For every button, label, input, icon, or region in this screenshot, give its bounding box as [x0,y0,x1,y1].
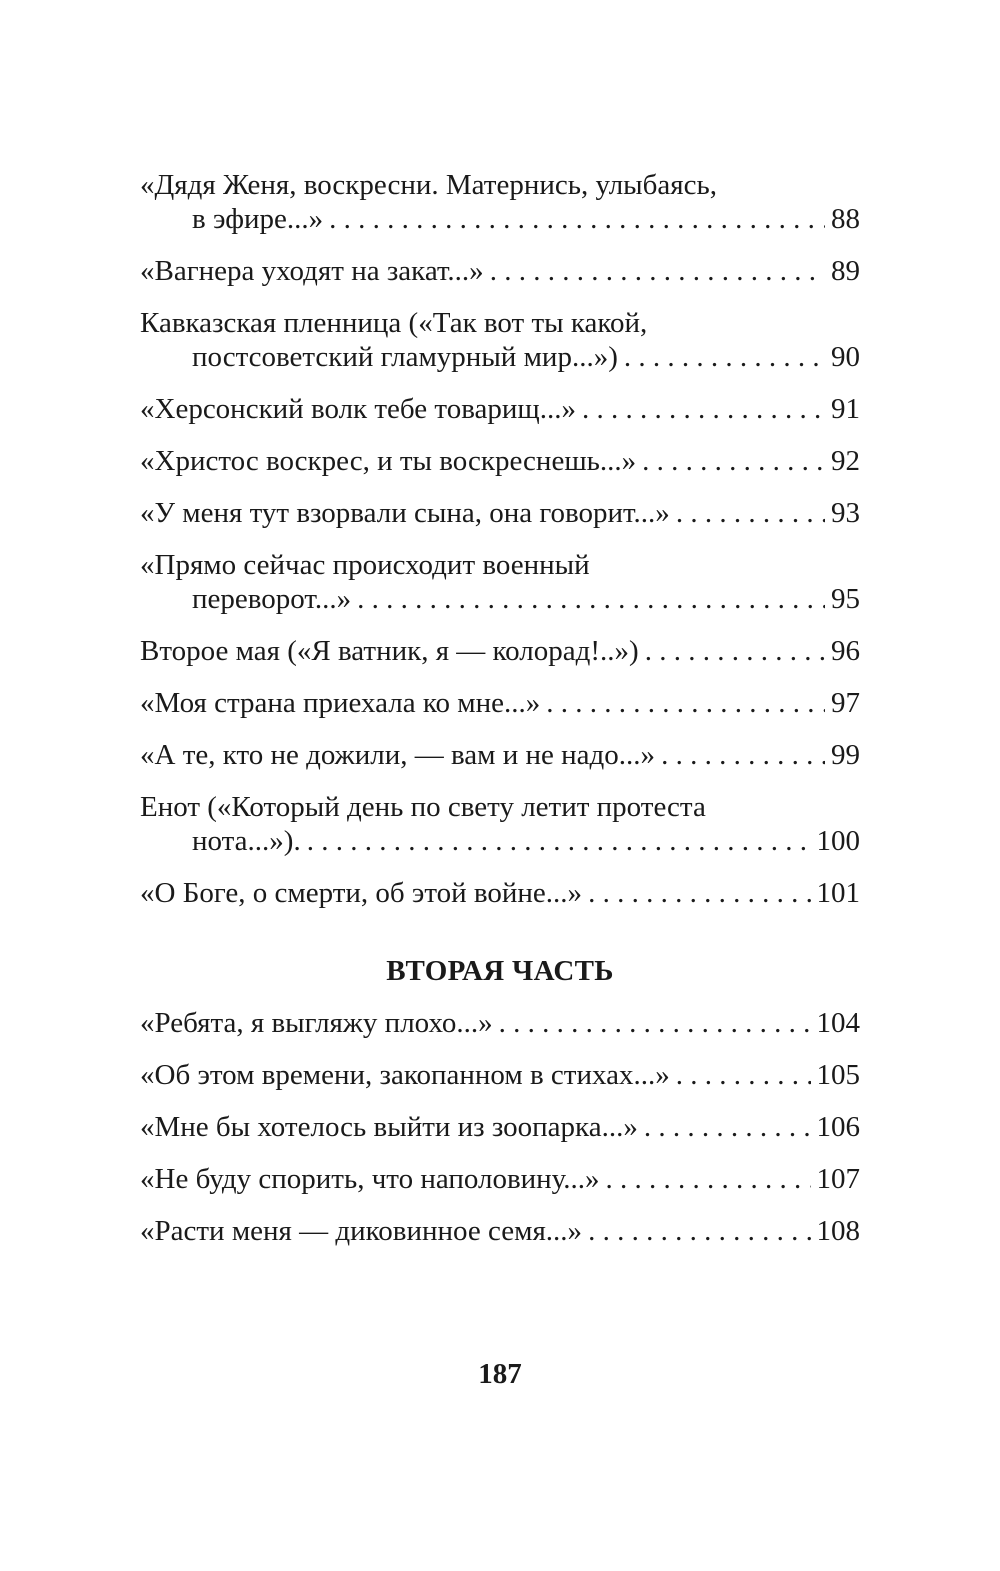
section-heading: ВТОРАЯ ЧАСТЬ [386,955,614,987]
toc-entry-final-line [140,1110,860,1144]
toc-entry-title-line: в эфире...» [192,203,324,235]
toc-entry-final-line [140,634,860,668]
toc-entry-final-line [140,254,860,288]
toc-entry-title-line: «Об этом времени, закопанном в стихах...» [140,1059,670,1091]
toc-entry-page-number: 107 [816,1163,860,1195]
dot-leader [329,202,825,236]
toc-entry [140,496,860,530]
toc-entry-title-line: «Христос воскрес, и ты воскреснешь...» [140,445,637,477]
toc-entry-title-line: «Вагнера уходят на закат...» [140,255,484,287]
toc-entry-final-line [140,876,860,910]
toc-entry-page-number: 105 [816,1059,860,1091]
toc-entry-title-line: «О Боге, о смерти, об этой войне...» [140,877,583,909]
toc-entry-title-line: «Расти меня — диковинное семя...» [140,1215,583,1247]
toc-entry-final-line [140,686,860,720]
toc-entry-title-line: постсоветский гламурный мир...») [192,341,618,373]
toc-entry-final-line [140,444,860,478]
toc-entry-page-number: 90 [831,341,860,373]
toc-entry [140,876,860,910]
toc-entry [140,444,860,478]
toc-entry-page-number: 101 [816,877,860,909]
toc-entry-page-number: 93 [831,497,860,529]
toc-entry-title-line: «Прямо сейчас происходит военный [140,549,590,581]
toc-entry [140,1058,860,1092]
toc-entry-title-line: «Ребята, я выгляжу плохо...» [140,1007,493,1039]
dot-leader [661,738,825,772]
toc-entry-title-line: Второе мая («Я ватник, я — колорад!..») [140,635,639,667]
toc-entry-final-line [140,1006,860,1040]
dot-leader [499,1006,811,1040]
toc-entry-final-line [140,1058,860,1092]
toc-entry-title-line: «У меня тут взорвали сына, она говорит...» [140,497,670,529]
toc-entry-page-number: 97 [831,687,860,719]
dot-leader [307,824,811,858]
toc-part1-list [140,168,860,910]
toc-entry-page-number: 104 [816,1007,860,1039]
toc-entry-title-line: «Моя страна приехала ко мне...» [140,687,541,719]
toc-entry-page-number: 95 [831,583,860,615]
toc-entry-page-number: 108 [816,1215,860,1247]
toc-entry-page-number: 96 [831,635,860,667]
toc-entry-title-line: Енот («Который день по свету летит протеста [140,791,706,823]
dot-leader [357,582,825,616]
toc-entry-page-number: 88 [831,203,860,235]
toc-entry-final-line [140,392,860,426]
toc-entry-title-line: «Мне бы хотелось выйти из зоопарка...» [140,1111,638,1143]
toc-entry-page-number: 92 [831,445,860,477]
dot-leader [546,686,825,720]
toc-entry [140,168,860,236]
toc-entry [140,1110,860,1144]
toc-entry [140,634,860,668]
toc-entry-page-number: 91 [831,393,860,425]
page-number: 187 [478,1358,522,1390]
toc-entry-title-line: «Дядя Женя, воскресни. Матернись, улыбаясь, [140,169,717,201]
dot-leader [588,876,810,910]
dot-leader [606,1162,811,1196]
toc-entry-final-line [140,1162,860,1196]
toc-entry-title-line: «А те, кто не дожили, — вам и не надо...» [140,739,656,771]
toc-part2-list [140,1006,860,1248]
dot-leader [588,1214,810,1248]
toc-entry-title-line: нота...»). [192,825,301,857]
toc-entry [140,548,860,616]
toc-entry-title-line: Кавказская пленница («Так вот ты какой, [140,307,648,339]
toc-entry [140,254,860,288]
toc-entry-page-number: 99 [831,739,860,771]
table-of-contents [140,168,860,1266]
dot-leader [645,634,825,668]
dot-leader [624,340,825,374]
toc-entry-page-number: 89 [831,255,860,287]
dot-leader [582,392,825,426]
toc-entry-title-line: «Херсонский волк тебе товарищ...» [140,393,576,425]
dot-leader [644,1110,811,1144]
toc-entry-final-line [140,340,860,374]
toc-entry [140,1006,860,1040]
toc-entry [140,790,860,858]
dot-leader [490,254,825,288]
toc-entry-final-line [140,202,860,236]
toc-entry-final-line [140,1214,860,1248]
toc-entry-page-number: 106 [816,1111,860,1143]
dot-leader [642,444,825,478]
toc-entry-title-line: переворот...» [192,583,352,615]
toc-entry [140,738,860,772]
toc-entry [140,392,860,426]
toc-entry [140,1162,860,1196]
dot-leader [676,1058,811,1092]
toc-entry-final-line [140,824,860,858]
toc-entry [140,1214,860,1248]
toc-entry-final-line [140,738,860,772]
dot-leader [676,496,825,530]
toc-entry-final-line [140,582,860,616]
toc-entry [140,686,860,720]
toc-entry-final-line [140,496,860,530]
toc-entry [140,306,860,374]
toc-entry-title-line: «Не буду спорить, что наполовину...» [140,1163,600,1195]
toc-entry-page-number: 100 [816,825,860,857]
